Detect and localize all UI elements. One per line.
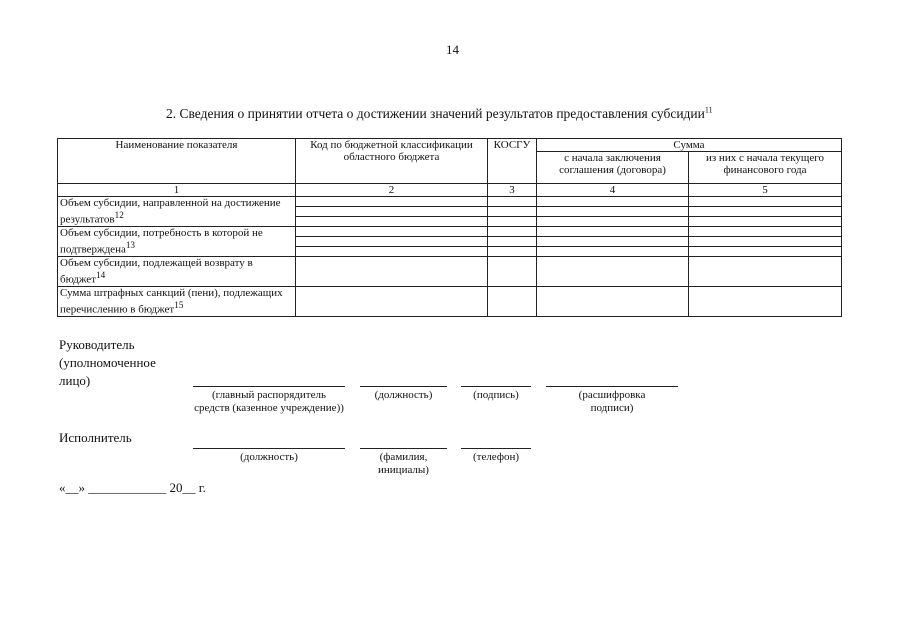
table-cell	[296, 207, 488, 217]
row-label-penalties	[58, 287, 296, 317]
caption-executor-phone: (телефон)	[472, 451, 520, 463]
column-number: 2	[296, 184, 488, 197]
header-sum-from-start: с начала заключения соглашения (договора)	[537, 152, 689, 184]
executor-label: Исполнитель	[59, 430, 132, 445]
executor-position-line	[193, 448, 345, 449]
table-cell	[689, 287, 842, 317]
table-cell	[296, 247, 488, 257]
column-number: 4	[537, 184, 689, 197]
page-number: 14	[446, 42, 459, 57]
report-table	[57, 138, 842, 317]
row-footnote: 15	[174, 300, 184, 310]
decoding-line	[546, 386, 678, 387]
table-cell	[537, 247, 689, 257]
header-sum: Сумма	[537, 139, 842, 152]
row-label-text: Объем субсидии, потребность в которой не подтверждена	[60, 227, 263, 256]
table-cell	[488, 207, 537, 217]
caption-executor-name: (фамилия, инициалы)	[378, 451, 429, 476]
table-cell	[689, 257, 842, 287]
table-cell	[296, 197, 488, 207]
table-cell	[296, 217, 488, 227]
row-footnote: 13	[125, 240, 135, 250]
row-label-text: Объем субсидии, направленной на достижение результатов	[60, 197, 281, 226]
row-footnote: 14	[96, 270, 106, 280]
column-number: 1	[58, 184, 296, 197]
caption-authority: (главный распорядитель средств (казенное учреждение))	[194, 389, 344, 414]
row-label-results	[58, 197, 296, 227]
table-cell	[689, 227, 842, 237]
column-numbers-row	[58, 184, 842, 197]
table-row	[58, 257, 842, 287]
executor-phone-line	[461, 448, 531, 449]
table-cell	[689, 217, 842, 227]
table-cell	[296, 227, 488, 237]
table-cell	[689, 237, 842, 247]
authority-line	[193, 386, 345, 387]
header-sum-current-year: из них с начала текущего финансового года	[689, 152, 842, 184]
header-row-1	[58, 139, 842, 152]
executor-name-line	[360, 448, 447, 449]
row-label-return	[58, 257, 296, 287]
table-cell	[537, 257, 689, 287]
table-cell	[296, 237, 488, 247]
table-cell	[537, 207, 689, 217]
caption-decoding: (расшифровка подписи)	[578, 389, 646, 414]
row-label-text: Сумма штрафных санкций (пени), подлежащих перечислению в бюджет	[60, 287, 283, 316]
header-kosgu: КОСГУ	[488, 139, 537, 184]
date-line: «__» ____________ 20__ г.	[59, 480, 206, 495]
row-label-unconfirmed	[58, 227, 296, 257]
table-cell	[296, 287, 488, 317]
section-title	[166, 106, 713, 122]
table-cell	[488, 217, 537, 227]
table-cell	[689, 197, 842, 207]
row-footnote: 12	[114, 210, 124, 220]
table-cell	[689, 247, 842, 257]
table-cell	[488, 287, 537, 317]
table-cell	[296, 257, 488, 287]
caption-position: (должность)	[374, 389, 433, 401]
table-cell	[488, 227, 537, 237]
table-row	[58, 287, 842, 317]
section-title-footnote: 11	[704, 105, 713, 115]
position-line	[360, 386, 447, 387]
caption-signature: (подпись)	[473, 389, 519, 401]
table-row	[58, 197, 842, 207]
table-cell	[689, 207, 842, 217]
table-cell	[488, 257, 537, 287]
table-cell	[537, 227, 689, 237]
table-row	[58, 227, 842, 237]
table-cell	[537, 237, 689, 247]
table-cell	[488, 237, 537, 247]
column-number: 5	[689, 184, 842, 197]
table-cell	[537, 197, 689, 207]
head-label: Руководитель (уполномоченное лицо)	[59, 337, 156, 388]
row-label-text: Объем субсидии, подлежащей возврату в бюджет	[60, 257, 253, 286]
caption-executor-position: (должность)	[240, 451, 298, 463]
section-title-text: 2. Сведения о принятии отчета о достижении значений результатов предоставления субсидии	[166, 106, 705, 121]
table-cell	[488, 197, 537, 207]
table-cell	[537, 217, 689, 227]
table-cell	[488, 247, 537, 257]
signature-line	[461, 386, 531, 387]
header-name: Наименование показателя	[58, 139, 296, 184]
header-budget-code: Код по бюджетной классификации областного бюджета	[296, 139, 488, 184]
column-number: 3	[488, 184, 537, 197]
table-cell	[537, 287, 689, 317]
